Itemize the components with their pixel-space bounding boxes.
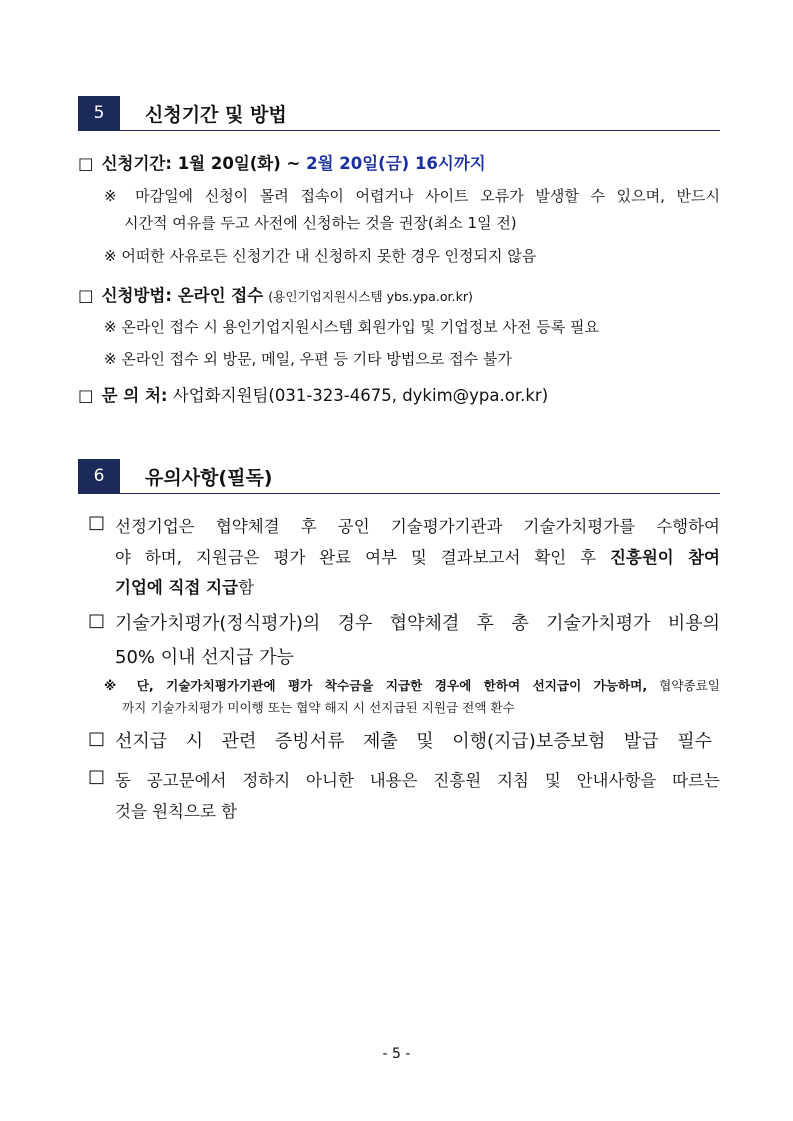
- text-run: 야 하며, 지원금은 평가 완료 여부 및 결과보고서 확인 후: [115, 548, 610, 567]
- notice-item-1-line-3: [115, 574, 254, 598]
- notice-item-4-box: □: [88, 766, 106, 787]
- section-6-header: [78, 459, 720, 494]
- bold-run: ※ 단, 기술가치평가기관에 평가 착수금을 지급한 경우에 한하여 선지급이 가능하며,: [104, 678, 648, 693]
- method-label: 신청방법:: [101, 286, 172, 305]
- period-start: 1월 20일(화) ~: [177, 154, 301, 173]
- page-number: - 5 -: [382, 1046, 411, 1062]
- method-note-2: ※ 온라인 접수 외 방문, 메일, 우편 등 기타 방법으로 접수 불가: [104, 350, 512, 368]
- period-note-2: ※ 어떠한 사유로든 신청기간 내 신청하지 못한 경우 인정되지 않음: [104, 247, 537, 265]
- section-5-header: [78, 96, 720, 131]
- application-method: [78, 282, 473, 306]
- period-end: 2월 20일(금) 16시까지: [306, 154, 486, 173]
- notice-item-3-box: □: [88, 728, 106, 749]
- contact-value: 사업화지원팀(031-323-4675, dykim@ypa.or.kr): [172, 386, 549, 405]
- text-run: 함: [238, 578, 255, 597]
- period-note-1-cont: 시간적 여유를 두고 사전에 신청하는 것을 권장(최소 1일 전): [124, 214, 517, 232]
- section-number: 5: [78, 96, 120, 130]
- checkbox-icon: □: [78, 386, 94, 405]
- notice-item-1-box: □: [88, 512, 106, 533]
- section-title: 유의사항(필독): [145, 467, 273, 489]
- section-number: 6: [78, 459, 120, 493]
- notice-item-4-line-2: 것을 원칙으로 함: [115, 802, 238, 821]
- period-note-1: ※ 마감일에 신청이 몰려 접속이 어렵거나 사이트 오류가 발생할 수 있으며, 반드시: [104, 187, 720, 205]
- method-value: 온라인 접수: [177, 286, 264, 305]
- application-period: [78, 150, 486, 174]
- method-detail: (용인기업지원시스템 ybs.ypa.or.kr): [268, 289, 473, 304]
- checkbox-icon: □: [78, 286, 94, 305]
- bold-run: 기업에 직접 지급: [115, 578, 239, 597]
- notice-item-2-note-1: [104, 675, 720, 694]
- section-title: 신청기간 및 방법: [145, 104, 287, 126]
- notice-item-2-line-2: 50% 이내 선지급 가능: [115, 647, 294, 668]
- bold-run: 진흥원이 참여: [609, 548, 720, 567]
- text-run: 협약종료일: [647, 678, 720, 693]
- notice-item-2-box: □: [88, 610, 106, 631]
- notice-item-1-line-2: [115, 544, 720, 568]
- notice-item-2-note-2: 까지 기술가치평가 미이행 또는 협약 해지 시 선지급된 지원금 전액 환수: [122, 700, 515, 715]
- contact: [78, 382, 548, 406]
- notice-item-3-line-1: 선지급 시 관련 증빙서류 제출 및 이행(지급)보증보험 발급 필수: [115, 731, 712, 752]
- notice-item-1-line-1: 선정기업은 협약체결 후 공인 기술평가기관과 기술가치평가를 수행하여: [115, 517, 720, 536]
- checkbox-icon: □: [78, 154, 94, 173]
- period-label: 신청기간:: [101, 154, 172, 173]
- notice-item-4-line-1: 동 공고문에서 정하지 아니한 내용은 진흥원 지침 및 안내사항을 따르는: [115, 771, 720, 790]
- method-note-1: ※ 온라인 접수 시 용인기업지원시스템 회원가입 및 기업정보 사전 등록 필요: [104, 318, 599, 336]
- notice-item-2-line-1: 기술가치평가(정식평가)의 경우 협약체결 후 총 기술가치평가 비용의: [115, 613, 720, 634]
- contact-label: 문 의 처:: [101, 386, 168, 405]
